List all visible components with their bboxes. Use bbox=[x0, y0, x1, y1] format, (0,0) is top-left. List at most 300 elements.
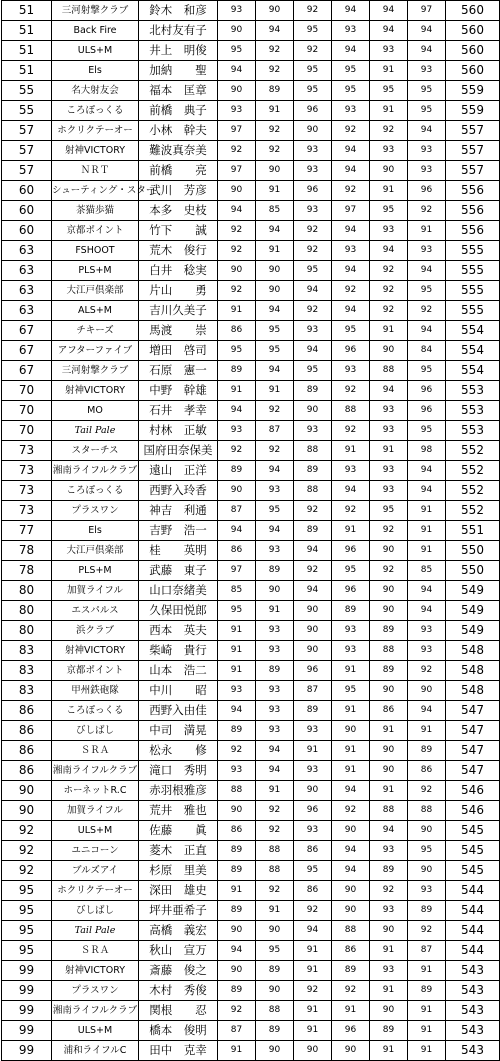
series-score-cell: 88 bbox=[370, 641, 408, 661]
table-row bbox=[2, 481, 500, 501]
team-cell: ULS+M bbox=[52, 1021, 139, 1041]
total-score-cell: 552 bbox=[446, 461, 500, 481]
series-score-cell: 92 bbox=[294, 901, 332, 921]
series-score-cell: 93 bbox=[370, 141, 408, 161]
table-row bbox=[2, 921, 500, 941]
team-cell: ユニコーン bbox=[52, 841, 139, 861]
series-score-cell: 90 bbox=[218, 181, 256, 201]
series-score-cell: 89 bbox=[408, 981, 446, 1001]
team-cell: 射神VICTORY bbox=[52, 961, 139, 981]
series-score-cell: 90 bbox=[256, 921, 294, 941]
table-row bbox=[2, 321, 500, 341]
shooter-name-cell: 白井 稔実 bbox=[139, 261, 218, 281]
total-score-cell: 554 bbox=[446, 321, 500, 341]
rank-cell: 95 bbox=[2, 921, 52, 941]
series-score-cell: 93 bbox=[256, 701, 294, 721]
total-score-cell: 544 bbox=[446, 921, 500, 941]
series-score-cell: 92 bbox=[294, 501, 332, 521]
series-score-cell: 91 bbox=[370, 1041, 408, 1061]
total-score-cell: 543 bbox=[446, 1001, 500, 1021]
total-score-cell: 543 bbox=[446, 961, 500, 981]
series-score-cell: 85 bbox=[218, 581, 256, 601]
shooter-name-cell: 秋山 宣万 bbox=[139, 941, 218, 961]
series-score-cell: 92 bbox=[218, 281, 256, 301]
series-score-cell: 92 bbox=[294, 981, 332, 1001]
series-score-cell: 90 bbox=[294, 1041, 332, 1061]
series-score-cell: 91 bbox=[370, 101, 408, 121]
series-score-cell: 90 bbox=[332, 721, 370, 741]
shooter-name-cell: 遠山 正洋 bbox=[139, 461, 218, 481]
team-cell: 射神VICTORY bbox=[52, 641, 139, 661]
shooter-name-cell: 西本 英夫 bbox=[139, 621, 218, 641]
shooter-name-cell: 井上 明俊 bbox=[139, 41, 218, 61]
total-score-cell: 553 bbox=[446, 401, 500, 421]
team-cell: Back Fire bbox=[52, 21, 139, 41]
rank-cell: 99 bbox=[2, 1001, 52, 1021]
series-score-cell: 88 bbox=[294, 481, 332, 501]
series-score-cell: 93 bbox=[294, 321, 332, 341]
series-score-cell: 92 bbox=[370, 521, 408, 541]
shooter-name-cell: 田中 克幸 bbox=[139, 1041, 218, 1061]
series-score-cell: 91 bbox=[408, 721, 446, 741]
series-score-cell: 87 bbox=[294, 681, 332, 701]
series-score-cell: 89 bbox=[218, 861, 256, 881]
series-score-cell: 92 bbox=[256, 401, 294, 421]
series-score-cell: 91 bbox=[218, 641, 256, 661]
rank-cell: 60 bbox=[2, 201, 52, 221]
series-score-cell: 97 bbox=[218, 121, 256, 141]
total-score-cell: 556 bbox=[446, 221, 500, 241]
series-score-cell: 90 bbox=[218, 481, 256, 501]
series-score-cell: 86 bbox=[294, 841, 332, 861]
series-score-cell: 91 bbox=[256, 381, 294, 401]
series-score-cell: 94 bbox=[332, 161, 370, 181]
series-score-cell: 92 bbox=[370, 261, 408, 281]
team-cell: Els bbox=[52, 521, 139, 541]
shooter-name-cell: 馬渡 崇 bbox=[139, 321, 218, 341]
shooter-name-cell: 荒木 俊行 bbox=[139, 241, 218, 261]
series-score-cell: 94 bbox=[256, 741, 294, 761]
total-score-cell: 559 bbox=[446, 101, 500, 121]
series-score-cell: 90 bbox=[294, 121, 332, 141]
series-score-cell: 91 bbox=[294, 741, 332, 761]
series-score-cell: 92 bbox=[370, 121, 408, 141]
series-score-cell: 93 bbox=[256, 721, 294, 741]
series-score-cell: 92 bbox=[218, 241, 256, 261]
series-score-cell: 93 bbox=[332, 101, 370, 121]
total-score-cell: 554 bbox=[446, 341, 500, 361]
table-row bbox=[2, 601, 500, 621]
series-score-cell: 94 bbox=[256, 461, 294, 481]
total-score-cell: 560 bbox=[446, 61, 500, 81]
series-score-cell: 88 bbox=[256, 861, 294, 881]
series-score-cell: 94 bbox=[408, 461, 446, 481]
series-score-cell: 94 bbox=[218, 701, 256, 721]
series-score-cell: 95 bbox=[408, 81, 446, 101]
shooter-name-cell: 久保田悦郎 bbox=[139, 601, 218, 621]
table-row bbox=[2, 221, 500, 241]
series-score-cell: 89 bbox=[218, 721, 256, 741]
series-score-cell: 88 bbox=[256, 1001, 294, 1021]
total-score-cell: 553 bbox=[446, 381, 500, 401]
rank-cell: 51 bbox=[2, 61, 52, 81]
series-score-cell: 89 bbox=[256, 661, 294, 681]
series-score-cell: 86 bbox=[294, 881, 332, 901]
shooter-name-cell: 杉原 里美 bbox=[139, 861, 218, 881]
shooter-name-cell: 難波真奈美 bbox=[139, 141, 218, 161]
rank-cell: 70 bbox=[2, 381, 52, 401]
series-score-cell: 92 bbox=[408, 661, 446, 681]
series-score-cell: 90 bbox=[218, 921, 256, 941]
series-score-cell: 94 bbox=[370, 821, 408, 841]
table-row bbox=[2, 581, 500, 601]
series-score-cell: 89 bbox=[370, 661, 408, 681]
rank-cell: 67 bbox=[2, 321, 52, 341]
shooter-name-cell: 小林 幹夫 bbox=[139, 121, 218, 141]
series-score-cell: 94 bbox=[332, 841, 370, 861]
series-score-cell: 93 bbox=[370, 961, 408, 981]
rank-cell: 57 bbox=[2, 141, 52, 161]
series-score-cell: 93 bbox=[218, 1, 256, 21]
series-score-cell: 97 bbox=[332, 201, 370, 221]
rank-cell: 86 bbox=[2, 701, 52, 721]
series-score-cell: 94 bbox=[256, 21, 294, 41]
team-cell: FSHOOT bbox=[52, 241, 139, 261]
shooter-name-cell: 竹下 誠 bbox=[139, 221, 218, 241]
table-row bbox=[2, 461, 500, 481]
series-score-cell: 89 bbox=[332, 961, 370, 981]
series-score-cell: 93 bbox=[370, 841, 408, 861]
series-score-cell: 90 bbox=[370, 681, 408, 701]
series-score-cell: 94 bbox=[294, 281, 332, 301]
series-score-cell: 91 bbox=[332, 741, 370, 761]
series-score-cell: 89 bbox=[408, 901, 446, 921]
rank-cell: 83 bbox=[2, 641, 52, 661]
rank-cell: 73 bbox=[2, 461, 52, 481]
series-score-cell: 92 bbox=[256, 441, 294, 461]
total-score-cell: 543 bbox=[446, 1041, 500, 1061]
shooter-name-cell: 加納 聖 bbox=[139, 61, 218, 81]
series-score-cell: 94 bbox=[408, 261, 446, 281]
series-score-cell: 92 bbox=[370, 561, 408, 581]
table-row bbox=[2, 901, 500, 921]
rank-cell: 95 bbox=[2, 881, 52, 901]
team-cell: ＳＲＡ bbox=[52, 941, 139, 961]
rank-cell: 77 bbox=[2, 521, 52, 541]
total-score-cell: 556 bbox=[446, 201, 500, 221]
team-cell: スターチス bbox=[52, 441, 139, 461]
shooter-name-cell: 橋本 俊明 bbox=[139, 1021, 218, 1041]
series-score-cell: 91 bbox=[218, 301, 256, 321]
series-score-cell: 92 bbox=[256, 141, 294, 161]
series-score-cell: 91 bbox=[332, 701, 370, 721]
series-score-cell: 89 bbox=[370, 1021, 408, 1041]
table-row bbox=[2, 821, 500, 841]
series-score-cell: 95 bbox=[256, 501, 294, 521]
rank-cell: 90 bbox=[2, 781, 52, 801]
table-row bbox=[2, 501, 500, 521]
shooter-name-cell: 高橋 義宏 bbox=[139, 921, 218, 941]
team-cell: 名大射友会 bbox=[52, 81, 139, 101]
table-row bbox=[2, 201, 500, 221]
total-score-cell: 554 bbox=[446, 361, 500, 381]
total-score-cell: 548 bbox=[446, 641, 500, 661]
series-score-cell: 91 bbox=[408, 501, 446, 521]
series-score-cell: 95 bbox=[332, 81, 370, 101]
series-score-cell: 90 bbox=[294, 621, 332, 641]
series-score-cell: 90 bbox=[370, 601, 408, 621]
series-score-cell: 94 bbox=[332, 781, 370, 801]
series-score-cell: 95 bbox=[408, 841, 446, 861]
series-score-cell: 87 bbox=[218, 1021, 256, 1041]
shooter-name-cell: 福本 匡章 bbox=[139, 81, 218, 101]
series-score-cell: 94 bbox=[408, 21, 446, 41]
series-score-cell: 91 bbox=[408, 221, 446, 241]
series-score-cell: 90 bbox=[256, 581, 294, 601]
rank-cell: 92 bbox=[2, 861, 52, 881]
series-score-cell: 91 bbox=[218, 1041, 256, 1061]
table-row bbox=[2, 141, 500, 161]
rank-cell: 63 bbox=[2, 241, 52, 261]
total-score-cell: 545 bbox=[446, 841, 500, 861]
series-score-cell: 94 bbox=[332, 481, 370, 501]
shooter-name-cell: 斎藤 俊之 bbox=[139, 961, 218, 981]
series-score-cell: 94 bbox=[332, 301, 370, 321]
series-score-cell: 88 bbox=[332, 921, 370, 941]
series-score-cell: 92 bbox=[218, 441, 256, 461]
total-score-cell: 550 bbox=[446, 541, 500, 561]
series-score-cell: 92 bbox=[218, 221, 256, 241]
series-score-cell: 91 bbox=[408, 1001, 446, 1021]
series-score-cell: 93 bbox=[294, 821, 332, 841]
shooter-name-cell: 赤羽根雅彦 bbox=[139, 781, 218, 801]
series-score-cell: 91 bbox=[370, 441, 408, 461]
team-cell: ULS+M bbox=[52, 821, 139, 841]
series-score-cell: 93 bbox=[294, 421, 332, 441]
series-score-cell: 93 bbox=[332, 361, 370, 381]
series-score-cell: 89 bbox=[294, 521, 332, 541]
rank-cell: 99 bbox=[2, 961, 52, 981]
team-cell: Tail Pale bbox=[52, 921, 139, 941]
shooter-name-cell: 増田 啓司 bbox=[139, 341, 218, 361]
series-score-cell: 94 bbox=[408, 581, 446, 601]
series-score-cell: 94 bbox=[408, 321, 446, 341]
series-score-cell: 97 bbox=[408, 1, 446, 21]
total-score-cell: 557 bbox=[446, 161, 500, 181]
total-score-cell: 560 bbox=[446, 21, 500, 41]
team-cell: PLS+M bbox=[52, 561, 139, 581]
series-score-cell: 93 bbox=[332, 621, 370, 641]
series-score-cell: 91 bbox=[408, 1041, 446, 1061]
series-score-cell: 95 bbox=[218, 601, 256, 621]
shooter-name-cell: 鈴木 和彦 bbox=[139, 1, 218, 21]
series-score-cell: 92 bbox=[408, 781, 446, 801]
series-score-cell: 91 bbox=[370, 781, 408, 801]
total-score-cell: 549 bbox=[446, 621, 500, 641]
series-score-cell: 91 bbox=[370, 61, 408, 81]
series-score-cell: 91 bbox=[370, 981, 408, 1001]
series-score-cell: 94 bbox=[332, 41, 370, 61]
series-score-cell: 91 bbox=[332, 1001, 370, 1021]
series-score-cell: 94 bbox=[332, 141, 370, 161]
shooter-name-cell: 松永 修 bbox=[139, 741, 218, 761]
total-score-cell: 547 bbox=[446, 721, 500, 741]
team-cell: ころぽっくる bbox=[52, 701, 139, 721]
team-cell: 湘南ライフルクラブ bbox=[52, 461, 139, 481]
series-score-cell: 89 bbox=[294, 461, 332, 481]
series-score-cell: 95 bbox=[332, 61, 370, 81]
rank-cell: 99 bbox=[2, 1021, 52, 1041]
series-score-cell: 90 bbox=[256, 161, 294, 181]
series-score-cell: 92 bbox=[370, 881, 408, 901]
series-score-cell: 95 bbox=[332, 561, 370, 581]
table-row bbox=[2, 941, 500, 961]
series-score-cell: 93 bbox=[294, 761, 332, 781]
series-score-cell: 92 bbox=[294, 241, 332, 261]
series-score-cell: 89 bbox=[218, 461, 256, 481]
team-cell: ホクリクテーオー bbox=[52, 121, 139, 141]
series-score-cell: 90 bbox=[294, 601, 332, 621]
series-score-cell: 91 bbox=[256, 241, 294, 261]
total-score-cell: 548 bbox=[446, 681, 500, 701]
series-score-cell: 88 bbox=[370, 361, 408, 381]
total-score-cell: 544 bbox=[446, 881, 500, 901]
total-score-cell: 557 bbox=[446, 141, 500, 161]
table-row bbox=[2, 161, 500, 181]
shooter-name-cell: 菱木 正直 bbox=[139, 841, 218, 861]
shooter-name-cell: 桂 英明 bbox=[139, 541, 218, 561]
series-score-cell: 92 bbox=[332, 121, 370, 141]
shooter-name-cell: 神吉 利通 bbox=[139, 501, 218, 521]
rank-cell: 80 bbox=[2, 581, 52, 601]
series-score-cell: 90 bbox=[332, 1041, 370, 1061]
series-score-cell: 93 bbox=[256, 641, 294, 661]
rank-cell: 55 bbox=[2, 101, 52, 121]
series-score-cell: 89 bbox=[256, 961, 294, 981]
series-score-cell: 92 bbox=[256, 41, 294, 61]
team-cell: シューティング・スター bbox=[52, 181, 139, 201]
team-cell: 大江戸倶楽部 bbox=[52, 541, 139, 561]
table-row bbox=[2, 341, 500, 361]
series-score-cell: 92 bbox=[256, 61, 294, 81]
series-score-cell: 93 bbox=[218, 101, 256, 121]
series-score-cell: 96 bbox=[332, 341, 370, 361]
shooter-name-cell: 片山 勇 bbox=[139, 281, 218, 301]
series-score-cell: 92 bbox=[218, 1001, 256, 1021]
series-score-cell: 93 bbox=[408, 161, 446, 181]
table-row bbox=[2, 301, 500, 321]
total-score-cell: 549 bbox=[446, 601, 500, 621]
series-score-cell: 92 bbox=[332, 381, 370, 401]
table-row bbox=[2, 641, 500, 661]
series-score-cell: 96 bbox=[294, 661, 332, 681]
rank-cell: 60 bbox=[2, 221, 52, 241]
series-score-cell: 90 bbox=[370, 761, 408, 781]
series-score-cell: 94 bbox=[256, 221, 294, 241]
series-score-cell: 89 bbox=[218, 901, 256, 921]
series-score-cell: 95 bbox=[218, 341, 256, 361]
series-score-cell: 91 bbox=[256, 181, 294, 201]
series-score-cell: 91 bbox=[408, 961, 446, 981]
table-row bbox=[2, 861, 500, 881]
team-cell: ＳＲＡ bbox=[52, 741, 139, 761]
team-cell: ＮＲＴ bbox=[52, 161, 139, 181]
series-score-cell: 95 bbox=[256, 321, 294, 341]
series-score-cell: 86 bbox=[218, 321, 256, 341]
rank-cell: 57 bbox=[2, 161, 52, 181]
total-score-cell: 544 bbox=[446, 941, 500, 961]
rank-cell: 80 bbox=[2, 601, 52, 621]
series-score-cell: 89 bbox=[370, 861, 408, 881]
table-row bbox=[2, 841, 500, 861]
team-cell: ホクリクテーオー bbox=[52, 881, 139, 901]
total-score-cell: 557 bbox=[446, 121, 500, 141]
series-score-cell: 94 bbox=[294, 581, 332, 601]
series-score-cell: 86 bbox=[370, 701, 408, 721]
shooter-name-cell: 吉川久美子 bbox=[139, 301, 218, 321]
table-row bbox=[2, 741, 500, 761]
series-score-cell: 95 bbox=[294, 21, 332, 41]
series-score-cell: 95 bbox=[294, 81, 332, 101]
team-cell: ころぽっくる bbox=[52, 101, 139, 121]
rank-cell: 57 bbox=[2, 121, 52, 141]
series-score-cell: 92 bbox=[332, 981, 370, 1001]
series-score-cell: 86 bbox=[408, 761, 446, 781]
team-cell: 京都ポイント bbox=[52, 661, 139, 681]
rank-cell: 83 bbox=[2, 661, 52, 681]
shooter-name-cell: 村林 正敏 bbox=[139, 421, 218, 441]
series-score-cell: 94 bbox=[408, 601, 446, 621]
team-cell: Els bbox=[52, 61, 139, 81]
series-score-cell: 93 bbox=[370, 481, 408, 501]
series-score-cell: 91 bbox=[370, 181, 408, 201]
series-score-cell: 92 bbox=[332, 421, 370, 441]
series-score-cell: 93 bbox=[256, 481, 294, 501]
shooter-name-cell: 石原 憲一 bbox=[139, 361, 218, 381]
series-score-cell: 90 bbox=[256, 1, 294, 21]
series-score-cell: 90 bbox=[408, 681, 446, 701]
series-score-cell: 91 bbox=[294, 1021, 332, 1041]
series-score-cell: 93 bbox=[218, 681, 256, 701]
total-score-cell: 547 bbox=[446, 701, 500, 721]
team-cell: ホーネットR.C bbox=[52, 781, 139, 801]
series-score-cell: 95 bbox=[294, 261, 332, 281]
series-score-cell: 95 bbox=[370, 201, 408, 221]
total-score-cell: 560 bbox=[446, 1, 500, 21]
series-score-cell: 95 bbox=[332, 321, 370, 341]
table-row bbox=[2, 1, 500, 21]
rank-cell: 70 bbox=[2, 421, 52, 441]
series-score-cell: 91 bbox=[256, 601, 294, 621]
rank-cell: 80 bbox=[2, 621, 52, 641]
series-score-cell: 93 bbox=[408, 621, 446, 641]
rank-cell: 63 bbox=[2, 281, 52, 301]
series-score-cell: 90 bbox=[332, 821, 370, 841]
total-score-cell: 544 bbox=[446, 901, 500, 921]
team-cell: 湘南ライフルクラブ bbox=[52, 761, 139, 781]
shooter-name-cell: 柴崎 貴行 bbox=[139, 641, 218, 661]
series-score-cell: 88 bbox=[370, 801, 408, 821]
team-cell: プラスワン bbox=[52, 501, 139, 521]
total-score-cell: 548 bbox=[446, 661, 500, 681]
series-score-cell: 95 bbox=[332, 681, 370, 701]
series-score-cell: 93 bbox=[370, 401, 408, 421]
series-score-cell: 98 bbox=[408, 441, 446, 461]
table-row bbox=[2, 781, 500, 801]
rank-cell: 51 bbox=[2, 41, 52, 61]
rank-cell: 63 bbox=[2, 261, 52, 281]
table-row bbox=[2, 281, 500, 301]
